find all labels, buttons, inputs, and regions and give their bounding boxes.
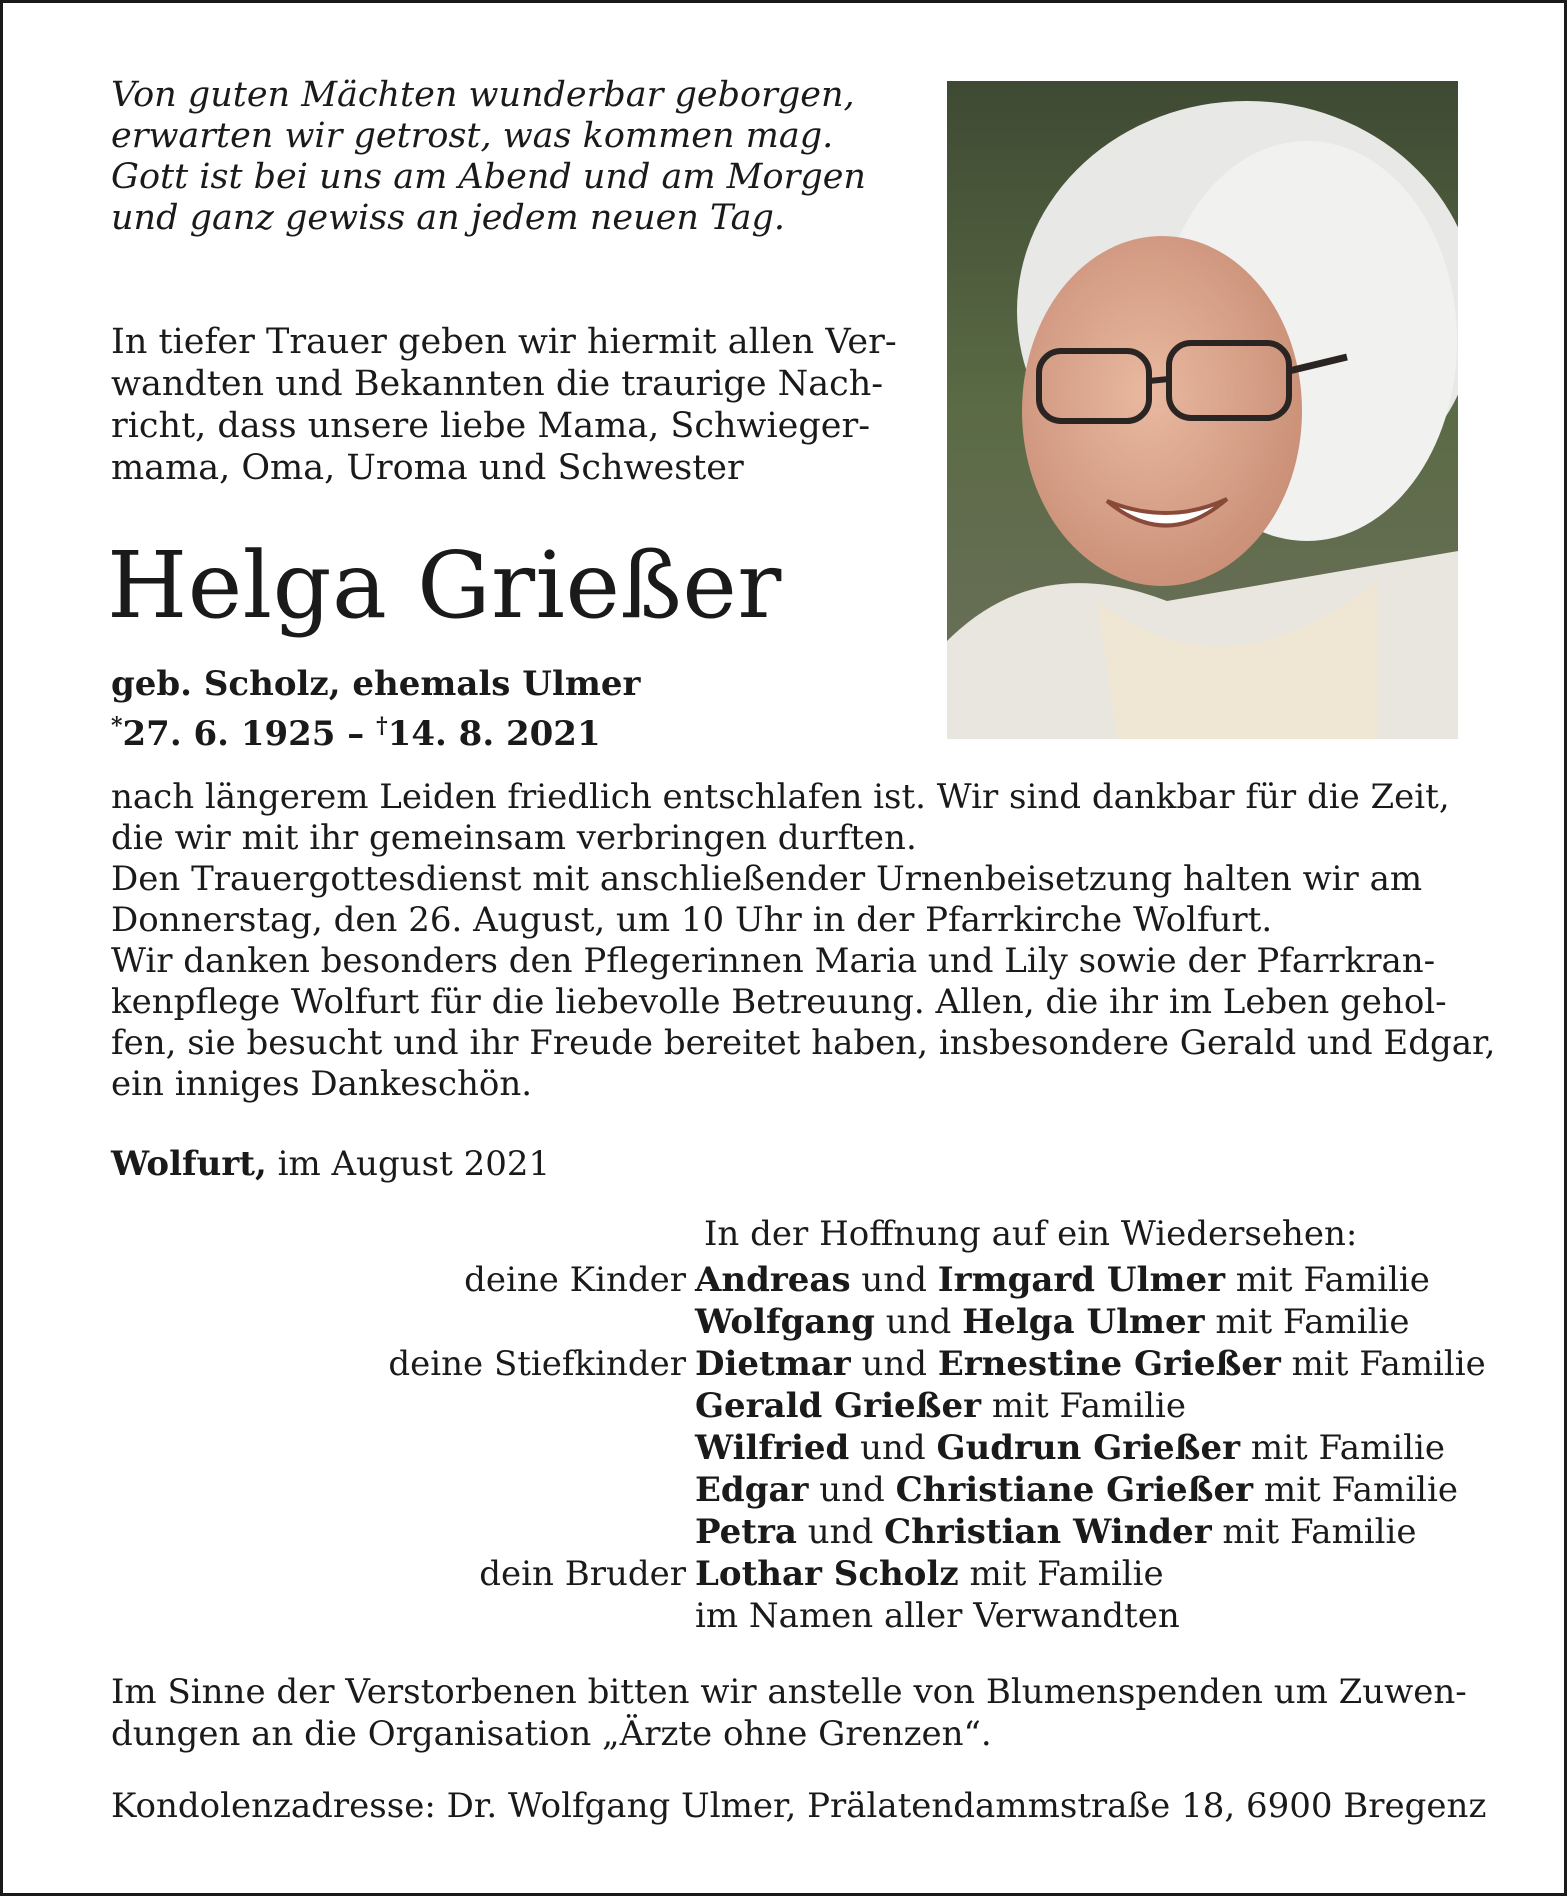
signer-relation: dein Bruder <box>479 1554 686 1594</box>
signer-name: Ernestine Grießer <box>937 1344 1281 1384</box>
signer-names <box>695 1595 1180 1637</box>
signer-row <box>111 1259 1461 1301</box>
text-line: ein inniges Dankeschön. <box>111 1064 533 1104</box>
condolence-address: Kondolenzadresse: Dr. Wolfgang Ulmer, Prälatendammstraße 18, 6900 Bregenz <box>111 1786 1487 1826</box>
portrait-illustration <box>947 81 1458 739</box>
signer-name: Helga Ulmer <box>962 1302 1205 1342</box>
signer-row <box>111 1553 1461 1595</box>
signer-text: und <box>808 1470 896 1510</box>
signer-row <box>111 1427 1461 1469</box>
death-cross-icon: † <box>376 713 388 739</box>
text-line: Den Trauergottesdienst mit anschließender Urnenbeisetzung halten wir am <box>111 859 1423 899</box>
signer-name: Christiane Grießer <box>895 1470 1254 1510</box>
donation-request <box>111 1671 1467 1755</box>
signer-name: Lothar Scholz <box>695 1554 959 1594</box>
signer-relation <box>111 1301 695 1343</box>
intro-line: mama, Oma, Uroma und Schwester <box>111 448 744 488</box>
poem-line: und ganz gewiss an jedem neuen Tag. <box>111 198 786 238</box>
signer-names <box>695 1301 1409 1343</box>
signer-relation <box>111 1427 695 1469</box>
signer-row <box>111 1385 1461 1427</box>
signer-names <box>695 1511 1417 1553</box>
signer-names <box>695 1385 1186 1427</box>
text-line: nach längerem Leiden friedlich entschlafen ist. Wir sind dankbar für die Zeit, <box>111 777 1450 817</box>
signer-names <box>695 1427 1445 1469</box>
signer-relation <box>111 1469 695 1511</box>
signer-text: im Namen aller Verwandten <box>695 1596 1180 1636</box>
signer-text: und <box>796 1512 885 1552</box>
signer-names <box>695 1553 1164 1595</box>
signer-name: Gerald Grießer <box>695 1386 982 1426</box>
date-separator: – <box>335 714 377 754</box>
announcement-text <box>111 777 1496 1105</box>
signer-name: Gudrun Grießer <box>936 1428 1241 1468</box>
signer-name: Christian Winder <box>884 1512 1212 1552</box>
text-line: dungen an die Organisation „Ärzte ohne Grenzen“. <box>111 1714 992 1754</box>
signer-names <box>695 1343 1486 1385</box>
poem-line: erwarten wir getrost, was kommen mag. <box>111 116 834 156</box>
signer-names <box>695 1259 1430 1301</box>
signer-relation <box>111 1511 695 1553</box>
signer-row <box>111 1469 1461 1511</box>
signer-text: mit Familie <box>1211 1512 1417 1552</box>
signer-text: mit Familie <box>1240 1428 1445 1468</box>
text-line: Donnerstag, den 26. August, um 10 Uhr in der Pfarrkirche Wolfurt. <box>111 900 1273 940</box>
birth-name: geb. Scholz, ehemals Ulmer <box>111 664 641 704</box>
poem-verse <box>111 75 871 239</box>
signer-relation: deine Stiefkinder <box>388 1344 686 1384</box>
signers-list <box>111 1259 1486 1637</box>
signer-text: mit Familie <box>981 1386 1186 1426</box>
intro-line: wandten und Bekannten die traurige Nach- <box>111 364 884 404</box>
signer-name: Wolfgang <box>695 1302 875 1342</box>
death-date: 14. 8. 2021 <box>387 714 601 754</box>
signer-name: Wilfried <box>695 1428 850 1468</box>
signer-name: Petra <box>695 1512 797 1552</box>
signer-text: mit Familie <box>1204 1302 1410 1342</box>
intro-line: richt, dass unsere liebe Mama, Schwieger- <box>111 406 871 446</box>
signer-text: mit Familie <box>1225 1260 1430 1300</box>
text-line: Im Sinne der Verstorbenen bitten wir anstelle von Blumenspenden um Zuwen- <box>111 1672 1467 1712</box>
signer-name: Irmgard Ulmer <box>937 1260 1225 1300</box>
signer-row <box>111 1343 1486 1385</box>
signer-name: Andreas <box>695 1260 851 1300</box>
intro-paragraph <box>111 321 897 489</box>
poem-line: Von guten Mächten wunderbar geborgen, <box>111 75 855 115</box>
intro-line: In tiefer Trauer geben wir hiermit allen Ver- <box>111 322 897 362</box>
signer-text: und <box>850 1260 938 1300</box>
poem-line: Gott ist bei uns am Abend und am Morgen <box>111 157 866 197</box>
signer-row <box>111 1595 1461 1637</box>
hope-line: In der Hoffnung auf ein Wiedersehen: <box>704 1214 1358 1254</box>
text-line: kenpflege Wolfurt für die liebevolle Betreuung. Allen, die ihr im Leben gehol- <box>111 982 1447 1022</box>
place: Wolfurt, <box>111 1144 267 1184</box>
signer-text: und <box>874 1302 963 1342</box>
signer-relation <box>111 1385 695 1427</box>
deceased-name: Helga Grießer <box>107 532 782 639</box>
date: im August 2021 <box>266 1144 551 1184</box>
signer-names <box>695 1469 1458 1511</box>
signer-relation: deine Kinder <box>464 1260 686 1300</box>
signer-row <box>111 1301 1461 1343</box>
portrait-photo <box>947 81 1458 739</box>
life-dates <box>111 705 601 755</box>
signer-name: Edgar <box>695 1470 809 1510</box>
birth-date: 27. 6. 1925 <box>122 714 336 754</box>
signer-text: mit Familie <box>1253 1470 1458 1510</box>
birth-star-icon: * <box>111 713 123 739</box>
place-and-date <box>111 1143 550 1185</box>
signer-text: und <box>849 1428 937 1468</box>
signer-text: mit Familie <box>958 1554 1164 1594</box>
text-line: fen, sie besucht und ihr Freude bereitet haben, insbesondere Gerald und Edgar, <box>111 1023 1496 1063</box>
signer-name: Dietmar <box>695 1344 851 1384</box>
signer-relation <box>111 1595 695 1637</box>
signer-text: mit Familie <box>1280 1344 1486 1384</box>
signer-text: und <box>850 1344 938 1384</box>
text-line: die wir mit ihr gemeinsam verbringen durften. <box>111 818 917 858</box>
text-line: Wir danken besonders den Pflegerinnen Maria und Lily sowie der Pfarrkran- <box>111 941 1436 981</box>
signer-row <box>111 1511 1461 1553</box>
